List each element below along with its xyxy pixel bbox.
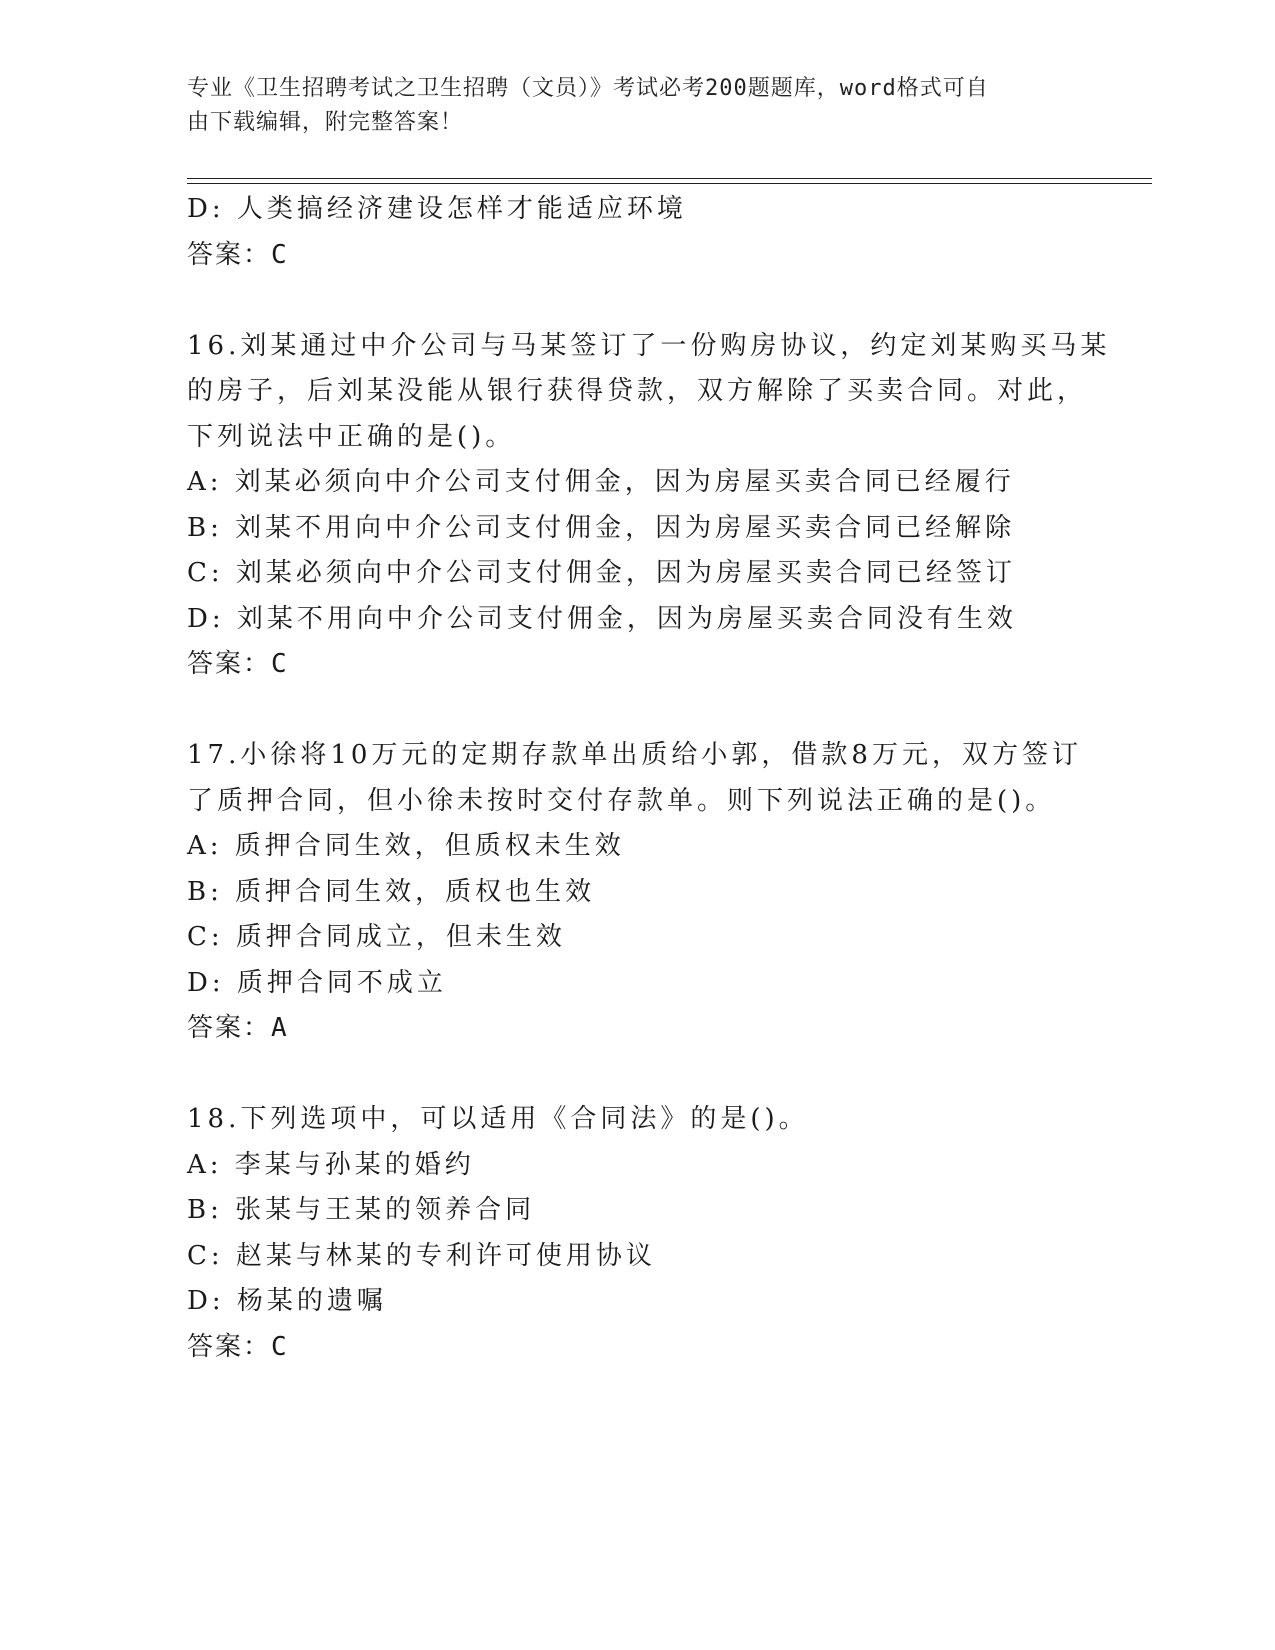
question-text: 了质押合同，但小徐未按时交付存款单。则下列说法正确的是()。	[187, 785, 1056, 816]
previous-question-tail	[187, 187, 1087, 278]
header-title-line-1: 专业《卫生招聘考试之卫生招聘（文员）》考试必考200题题库，word格式可自	[187, 76, 989, 101]
option-c: C: 刘某必须向中介公司支付佣金，因为房屋买卖合同已经签订	[187, 558, 1016, 588]
option-b: B: 刘某不用向中介公司支付佣金，因为房屋买卖合同已经解除	[187, 512, 1016, 543]
answer-line: 答案：C	[187, 649, 289, 679]
question-text: 的房子，后刘某没能从银行获得贷款，双方解除了买卖合同。对此，	[187, 376, 1088, 406]
answer-line: 答案：C	[187, 1331, 289, 1362]
spacer	[187, 1052, 1087, 1098]
option-b: B: 张某与王某的领养合同	[187, 1195, 536, 1225]
question-17	[187, 733, 1087, 1052]
option-d: D: 质押合同不成立	[187, 967, 447, 998]
answer-line: 答案：A	[187, 1013, 289, 1043]
question-text: 17.小徐将10万元的定期存款单出质给小郭，借款8万元，双方签订	[187, 740, 1082, 770]
answer-line: 答案：C	[187, 239, 289, 270]
option-d: D: 刘某不用向中介公司支付佣金，因为房屋买卖合同没有生效	[187, 603, 1017, 634]
question-18	[187, 1097, 1087, 1370]
option-c: C: 赵某与林某的专利许可使用协议	[187, 1240, 656, 1271]
header-divider-bottom	[187, 183, 1152, 184]
document-header	[187, 72, 1067, 140]
document-body	[187, 187, 1111, 1370]
header-divider-top	[187, 178, 1152, 179]
header-title-line-2: 由下载编辑，附完整答案！	[187, 110, 464, 135]
question-text: 16.刘某通过中介公司与马某签订了一份购房协议，约定刘某购买马某	[187, 330, 1111, 361]
option-a: A: 李某与孙某的婚约	[187, 1149, 475, 1180]
spacer	[187, 278, 1087, 324]
spacer	[187, 688, 1087, 734]
option-b: B: 质押合同生效，质权也生效	[187, 876, 596, 907]
option-d: D: 人类搞经济建设怎样才能适应环境	[187, 194, 687, 224]
option-a: A: 刘某必须向中介公司支付佣金，因为房屋买卖合同已经履行	[187, 467, 1015, 497]
question-text: 18.下列选项中，可以适用《合同法》的是()。	[187, 1104, 809, 1134]
option-d: D: 杨某的遗嘱	[187, 1286, 387, 1316]
option-a: A: 质押合同生效，但质权未生效	[187, 831, 625, 861]
option-c: C: 质押合同成立，但未生效	[187, 922, 566, 952]
question-16	[187, 324, 1111, 688]
question-text: 下列说法中正确的是()。	[187, 421, 516, 452]
